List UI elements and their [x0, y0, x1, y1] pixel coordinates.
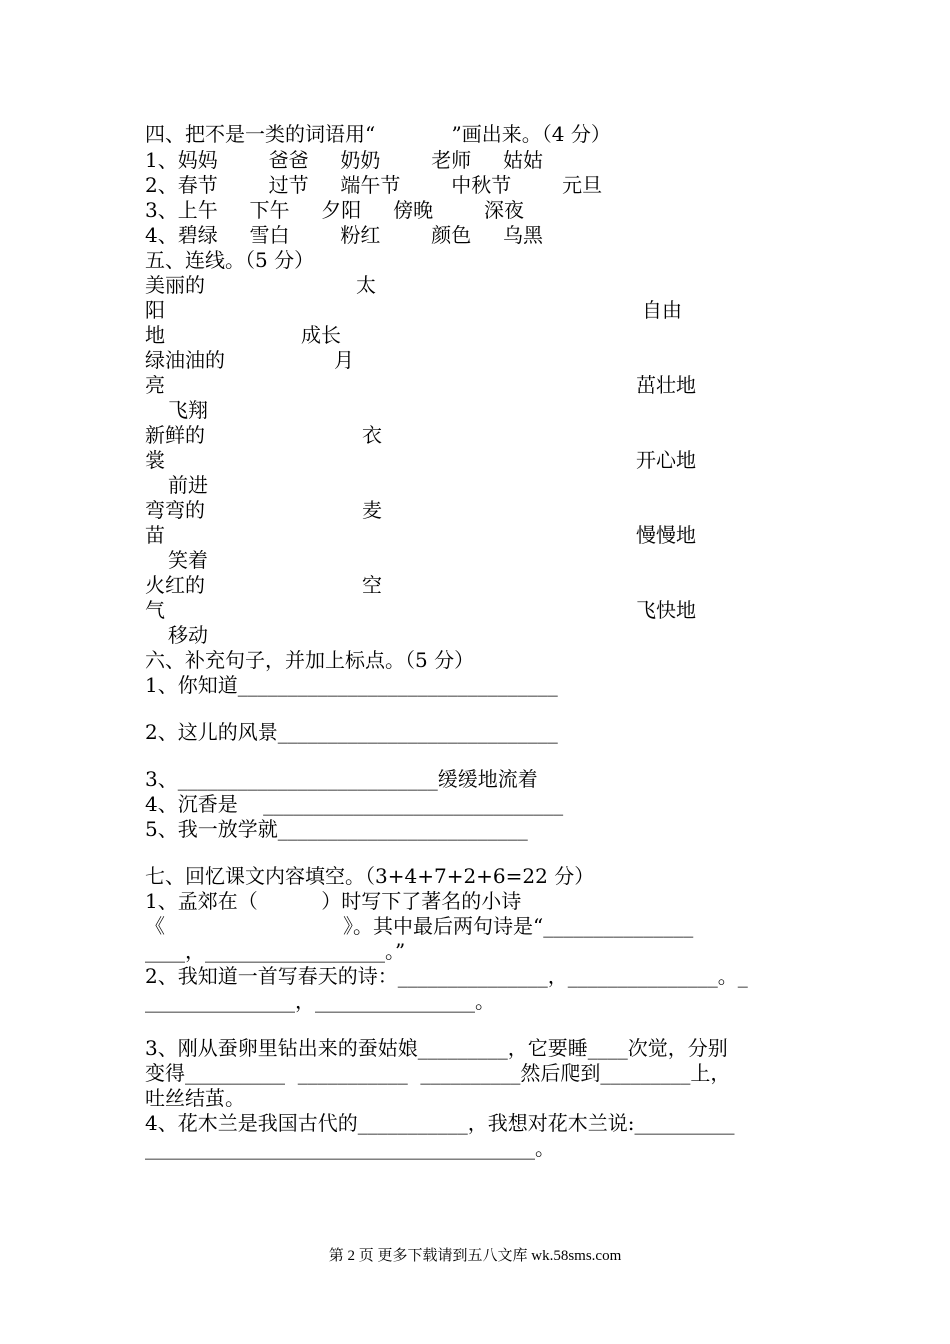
match-left-8: 弯弯的 — [145, 498, 205, 522]
match-left-1: 美丽的 — [145, 273, 205, 297]
s6-line-2: 2、这儿的风景____________________________ — [145, 720, 558, 744]
s7-line-2: 《 》。其中最后两句诗是“_______________ — [145, 914, 694, 938]
match-mid-6: 空 — [362, 573, 382, 597]
s7-line-1: 1、孟郊在（ ）时写下了著名的小诗 — [145, 889, 522, 913]
s7-line-3: ____，__________________。” — [145, 939, 406, 963]
match-right-5: 飞快地 — [636, 598, 696, 622]
s7-line-5: _______________，________________。 — [145, 989, 495, 1013]
s6-line-1: 1、你知道________________________________ — [145, 673, 558, 697]
s4-line-3: 3、上午 下午 夕阳 傍晚 深夜 — [145, 198, 524, 222]
match-indent-4: 移动 — [168, 623, 208, 647]
section-7-title: 七、回忆课文内容填空。（3+4+7+2+6=22 分） — [145, 864, 595, 888]
section-5-title: 五、连线。（5 分） — [145, 248, 315, 272]
s4-line-4: 4、碧绿 雪白 粉红 颜色 乌黑 — [145, 223, 544, 247]
match-mid-3: 月 — [334, 348, 354, 372]
page-footer: 第 2 页 更多下载请到五八文库 wk.58sms.com — [328, 1248, 622, 1264]
match-mid-4: 衣 — [362, 423, 382, 447]
match-right-4: 慢慢地 — [636, 523, 696, 547]
s6-line-4: 4、沉香是 ______________________________ — [145, 792, 564, 816]
match-mid-2: 成长 — [301, 323, 341, 347]
match-mid-1: 太 — [356, 273, 376, 297]
match-indent-2: 前进 — [168, 473, 208, 497]
match-indent-3: 笑着 — [168, 548, 208, 572]
match-left-4: 绿油油的 — [145, 348, 225, 372]
match-left-10: 火红的 — [145, 573, 205, 597]
match-left-11: 气 — [145, 598, 165, 622]
match-left-5: 亮 — [145, 373, 165, 397]
match-left-3: 地 — [145, 323, 165, 347]
s7-line-7: 变得__________ ___________ __________然后爬到_________上， — [145, 1061, 731, 1085]
s7-line-8: 吐丝结茧。 — [145, 1086, 245, 1110]
match-indent-1: 飞翔 — [168, 398, 208, 422]
match-right-2: 茁壮地 — [636, 373, 696, 397]
section-4-title: 四、把不是一类的词语用“ ”画出来。（4 分） — [145, 122, 611, 146]
match-mid-5: 麦 — [362, 498, 382, 522]
match-right-1: 自由 — [642, 298, 682, 322]
s7-line-4: 2、我知道一首写春天的诗：_______________，_______________。_ — [145, 964, 748, 988]
match-right-3: 开心地 — [636, 448, 696, 472]
s4-line-1: 1、妈妈 爸爸 奶奶 老师 姑姑 — [145, 148, 544, 172]
match-left-6: 新鲜的 — [145, 423, 205, 447]
section-6-title: 六、补充句子，并加上标点。（5 分） — [145, 648, 475, 672]
s7-line-10: _______________________________________。 — [145, 1136, 555, 1160]
s7-line-9: 4、花木兰是我国古代的___________，我想对花木兰说:__________ — [145, 1111, 735, 1135]
s6-line-3: 3、__________________________缓缓地流着 — [145, 767, 538, 791]
match-left-9: 苗 — [145, 523, 165, 547]
match-left-2: 阳 — [145, 298, 165, 322]
s6-line-5: 5、我一放学就_________________________ — [145, 817, 528, 841]
match-left-7: 裳 — [145, 448, 165, 472]
s4-line-2: 2、春节 过节 端午节 中秋节 元旦 — [145, 173, 603, 197]
s7-line-6: 3、刚从蚕卵里钻出来的蚕姑娘_________，它要睡____次觉，分别 — [145, 1036, 728, 1060]
